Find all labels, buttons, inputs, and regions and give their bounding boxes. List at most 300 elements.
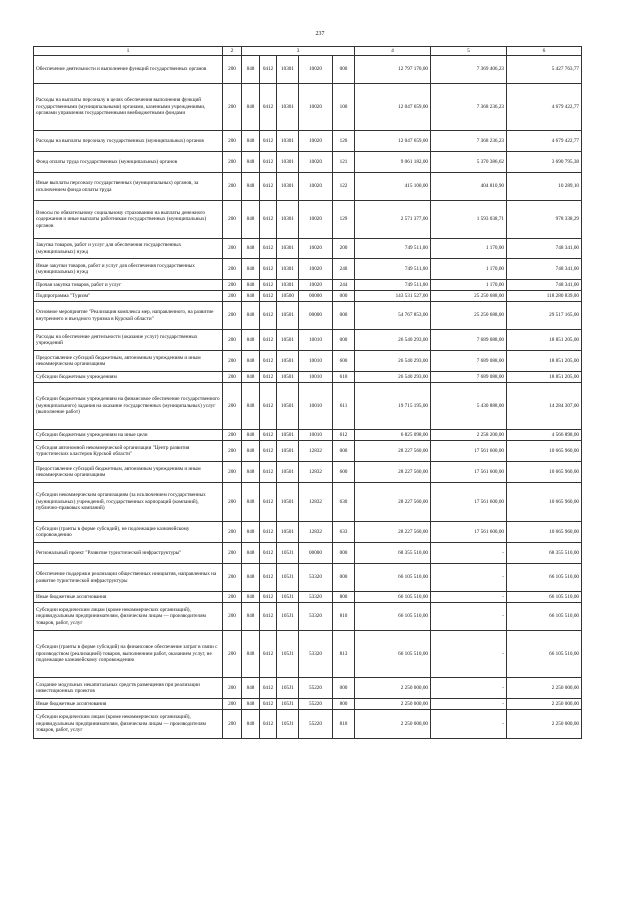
table-row: [34, 441, 582, 462]
amount-executed: 7 368 236,23: [431, 131, 507, 152]
code-cs2: 10020: [299, 173, 333, 201]
row-name: Субсидии юридическим лицам (кроме некоммерческих организаций), индивидуальным предпринимателям, физическим лицам — производителям товаров, работ, услуг: [34, 710, 223, 739]
header-row: [34, 47, 582, 56]
code-rz: 0412: [260, 441, 277, 462]
code-cs1: 10501: [277, 462, 299, 483]
amount-remaining: 10 665 960,00: [507, 462, 582, 483]
amount-executed: 25 250 688,00: [431, 302, 507, 330]
code-cs2: 10020: [299, 280, 333, 291]
amount-executed: 7 689 088,00: [431, 330, 507, 351]
table-row: [34, 56, 582, 84]
code-rz: 0412: [260, 710, 277, 739]
code-rz: 0412: [260, 330, 277, 351]
code-adm: 848: [242, 239, 260, 259]
row-name: Субсидии некоммерческим организациям (за исключением государственных (муниципальных) учреждений, государственных корпораций (компаний), публично-правовых компаний): [34, 483, 223, 522]
code-adm: 848: [242, 603, 260, 631]
row-name: Иные выплаты персоналу государственных (муниципальных) органов, за исключением фонда оплаты труда: [34, 173, 223, 201]
header-col-3: 3: [242, 47, 355, 56]
table-row: [34, 259, 582, 280]
amount-remaining: 66 105 510,00: [507, 631, 582, 678]
code-cs1: 10501: [277, 330, 299, 351]
amount-approved: 28 227 560,00: [355, 483, 431, 522]
code-vr: 000: [333, 302, 355, 330]
code-cs2: 53320: [299, 631, 333, 678]
code-cs1: 105J1: [277, 543, 299, 564]
code-cs2: 10020: [299, 84, 333, 131]
code-cs2: 10020: [299, 56, 333, 84]
amount-executed: -: [431, 592, 507, 603]
code-cs1: 10301: [277, 259, 299, 280]
amount-executed: 404 810,90: [431, 173, 507, 201]
code-vr: 000: [333, 291, 355, 302]
code-gr: 200: [223, 592, 242, 603]
code-rz: 0412: [260, 430, 277, 441]
code-rz: 0412: [260, 592, 277, 603]
amount-remaining: 3 690 795,38: [507, 152, 582, 173]
amount-approved: 54 767 853,00: [355, 302, 431, 330]
amount-approved: 68 355 510,00: [355, 543, 431, 564]
code-adm: 848: [242, 291, 260, 302]
amount-approved: 2 571 377,00: [355, 201, 431, 239]
code-vr: 122: [333, 173, 355, 201]
code-vr: 633: [333, 522, 355, 543]
amount-remaining: 18 851 205,00: [507, 351, 582, 372]
code-adm: 848: [242, 280, 260, 291]
row-name: Обеспечение поддержки реализации общественных инициатив, направленных на развитие туристической инфраструктуры: [34, 564, 223, 592]
code-cs2: 00000: [299, 291, 333, 302]
table-row: [34, 699, 582, 710]
amount-remaining: 18 851 205,00: [507, 372, 582, 383]
code-adm: 848: [242, 592, 260, 603]
amount-executed: 17 561 600,00: [431, 522, 507, 543]
row-name: Предоставление субсидий бюджетным, автономным учреждениям и иным некоммерческим организациям: [34, 351, 223, 372]
row-name: Расходы на выплаты персоналу государственных (муниципальных) органов: [34, 131, 223, 152]
code-vr: 600: [333, 351, 355, 372]
table-row: [34, 351, 582, 372]
table-row: [34, 201, 582, 239]
code-vr: 000: [333, 56, 355, 84]
code-adm: 848: [242, 631, 260, 678]
code-rz: 0412: [260, 631, 277, 678]
table-row: [34, 631, 582, 678]
code-vr: 810: [333, 603, 355, 631]
code-cs1: 105J1: [277, 631, 299, 678]
code-gr: 200: [223, 56, 242, 84]
code-gr: 200: [223, 84, 242, 131]
amount-approved: 19 715 195,00: [355, 383, 431, 430]
code-gr: 200: [223, 441, 242, 462]
row-name: Предоставление субсидий бюджетным, автономным учреждениям и иным некоммерческим организациям: [34, 462, 223, 483]
table-row: [34, 592, 582, 603]
code-adm: 848: [242, 372, 260, 383]
table-row: [34, 710, 582, 739]
code-adm: 848: [242, 56, 260, 84]
code-rz: 0412: [260, 383, 277, 430]
row-name: Закупка товаров, работ и услуг для обеспечения государственных (муниципальных) нужд: [34, 239, 223, 259]
amount-executed: -: [431, 603, 507, 631]
table-row: [34, 330, 582, 351]
amount-approved: 2 250 000,00: [355, 699, 431, 710]
code-gr: 200: [223, 280, 242, 291]
row-name: Иные закупки товаров, работ и услуг для обеспечения государственных (муниципальных) нужд: [34, 259, 223, 280]
amount-remaining: 2 250 000,00: [507, 699, 582, 710]
code-rz: 0412: [260, 564, 277, 592]
table-row: [34, 383, 582, 430]
code-gr: 200: [223, 710, 242, 739]
code-gr: 200: [223, 543, 242, 564]
code-cs1: 10501: [277, 483, 299, 522]
row-name: Субсидии бюджетным учреждениям на иные цели: [34, 430, 223, 441]
page-number: 237: [315, 31, 325, 37]
row-name: Иные бюджетные ассигнования: [34, 592, 223, 603]
amount-executed: 1 593 038,71: [431, 201, 507, 239]
code-adm: 848: [242, 302, 260, 330]
amount-approved: 28 227 560,00: [355, 441, 431, 462]
row-name: Прочая закупка товаров, работ и услуг: [34, 280, 223, 291]
code-cs2: 10010: [299, 330, 333, 351]
table-row: [34, 291, 582, 302]
code-rz: 0412: [260, 351, 277, 372]
code-gr: 200: [223, 430, 242, 441]
row-name: Субсидии (гранты в форме субсидий), не подлежащие казначейскому сопровождению: [34, 522, 223, 543]
code-adm: 848: [242, 699, 260, 710]
header-col-1: 1: [34, 47, 223, 56]
amount-executed: 1 170,00: [431, 280, 507, 291]
amount-remaining: 2 250 000,00: [507, 678, 582, 699]
code-adm: 848: [242, 483, 260, 522]
amount-remaining: 68 355 510,00: [507, 543, 582, 564]
code-vr: 200: [333, 239, 355, 259]
code-gr: 200: [223, 259, 242, 280]
code-rz: 0412: [260, 56, 277, 84]
code-cs1: 10301: [277, 84, 299, 131]
amount-remaining: 18 851 205,00: [507, 330, 582, 351]
code-gr: 200: [223, 462, 242, 483]
amount-executed: 5 430 888,00: [431, 383, 507, 430]
row-name: Субсидия автономной некоммерческой организации "Центр развития туристических кластеров Курской области": [34, 441, 223, 462]
code-gr: 200: [223, 383, 242, 430]
code-adm: 848: [242, 84, 260, 131]
amount-executed: 5 370 386,62: [431, 152, 507, 173]
amount-approved: 143 531 527,00: [355, 291, 431, 302]
code-adm: 848: [242, 462, 260, 483]
code-cs2: 55220: [299, 678, 333, 699]
amount-remaining: 10 665 960,00: [507, 522, 582, 543]
code-adm: 848: [242, 152, 260, 173]
amount-remaining: 66 105 510,00: [507, 564, 582, 592]
table-row: [34, 152, 582, 173]
code-cs1: 105J1: [277, 564, 299, 592]
code-cs1: 10501: [277, 430, 299, 441]
code-gr: 200: [223, 372, 242, 383]
amount-approved: 28 227 560,00: [355, 522, 431, 543]
amount-approved: 749 511,00: [355, 239, 431, 259]
code-rz: 0412: [260, 280, 277, 291]
code-cs2: 12832: [299, 462, 333, 483]
amount-executed: 7 368 236,23: [431, 84, 507, 131]
code-gr: 200: [223, 291, 242, 302]
amount-approved: 66 105 510,00: [355, 603, 431, 631]
code-cs1: 10501: [277, 351, 299, 372]
amount-remaining: 748 341,00: [507, 280, 582, 291]
code-vr: 810: [333, 710, 355, 739]
budget-table: [33, 46, 582, 739]
amount-executed: 7 369 406,23: [431, 56, 507, 84]
code-cs2: 10010: [299, 383, 333, 430]
amount-executed: -: [431, 543, 507, 564]
code-cs1: 10500: [277, 291, 299, 302]
code-vr: 100: [333, 84, 355, 131]
table-row: [34, 483, 582, 522]
code-vr: 630: [333, 483, 355, 522]
code-cs2: 55220: [299, 699, 333, 710]
amount-approved: 66 105 510,00: [355, 592, 431, 603]
amount-remaining: 66 105 510,00: [507, 603, 582, 631]
amount-executed: -: [431, 678, 507, 699]
code-gr: 200: [223, 173, 242, 201]
amount-approved: 26 540 293,00: [355, 330, 431, 351]
code-vr: 600: [333, 462, 355, 483]
code-rz: 0412: [260, 678, 277, 699]
amount-executed: 2 258 200,00: [431, 430, 507, 441]
header-col-6: 6: [507, 47, 582, 56]
code-adm: 848: [242, 430, 260, 441]
code-adm: 848: [242, 564, 260, 592]
table-row: [34, 239, 582, 259]
amount-approved: 2 250 000,00: [355, 678, 431, 699]
code-gr: 200: [223, 603, 242, 631]
table-row: [34, 564, 582, 592]
amount-executed: -: [431, 710, 507, 739]
code-adm: 848: [242, 522, 260, 543]
table-row: [34, 678, 582, 699]
code-cs1: 10501: [277, 441, 299, 462]
code-gr: 200: [223, 201, 242, 239]
code-rz: 0412: [260, 603, 277, 631]
amount-approved: 9 061 182,00: [355, 152, 431, 173]
code-cs1: 105J1: [277, 710, 299, 739]
code-adm: 848: [242, 710, 260, 739]
code-gr: 200: [223, 678, 242, 699]
amount-remaining: 748 341,00: [507, 259, 582, 280]
code-vr: 610: [333, 372, 355, 383]
code-cs1: 105J1: [277, 592, 299, 603]
table-row: [34, 173, 582, 201]
code-vr: 000: [333, 330, 355, 351]
code-gr: 200: [223, 330, 242, 351]
code-rz: 0412: [260, 84, 277, 131]
code-vr: 813: [333, 631, 355, 678]
code-cs2: 10020: [299, 131, 333, 152]
amount-remaining: 10 665 960,00: [507, 483, 582, 522]
amount-executed: 17 561 600,00: [431, 441, 507, 462]
code-cs1: 10501: [277, 302, 299, 330]
code-rz: 0412: [260, 152, 277, 173]
amount-remaining: 29 517 165,00: [507, 302, 582, 330]
code-cs2: 00000: [299, 543, 333, 564]
code-cs1: 10301: [277, 239, 299, 259]
row-name: Взносы по обязательному социальному страхованию на выплаты денежного содержания и иные выплаты работникам государственных (муниципальных) органов: [34, 201, 223, 239]
amount-remaining: 4 679 422,77: [507, 131, 582, 152]
code-adm: 848: [242, 201, 260, 239]
code-adm: 848: [242, 543, 260, 564]
amount-remaining: 4 566 898,00: [507, 430, 582, 441]
code-gr: 200: [223, 351, 242, 372]
row-name: Субсидии бюджетным учреждениям на финансовое обеспечение государственного (муниципального) задания на оказание государственных (муниципальных) услуг (выполнение работ): [34, 383, 223, 430]
code-vr: 612: [333, 430, 355, 441]
code-adm: 848: [242, 173, 260, 201]
code-rz: 0412: [260, 372, 277, 383]
code-vr: 800: [333, 699, 355, 710]
header-col-5: 5: [431, 47, 507, 56]
amount-executed: 7 689 088,00: [431, 372, 507, 383]
amount-remaining: 978 338,29: [507, 201, 582, 239]
code-adm: 848: [242, 351, 260, 372]
amount-remaining: 10 665 960,00: [507, 441, 582, 462]
code-gr: 200: [223, 631, 242, 678]
code-cs1: 10301: [277, 173, 299, 201]
code-rz: 0412: [260, 543, 277, 564]
code-cs1: 10301: [277, 152, 299, 173]
amount-remaining: 118 280 839,00: [507, 291, 582, 302]
row-name: Субсидии юридическим лицам (кроме некоммерческих организаций), индивидуальным предпринимателям, физическим лицам — производителям товаров, работ, услуг: [34, 603, 223, 631]
code-rz: 0412: [260, 699, 277, 710]
header-col-2: 2: [223, 47, 242, 56]
code-cs2: 00000: [299, 302, 333, 330]
table-row: [34, 131, 582, 152]
code-vr: 121: [333, 152, 355, 173]
code-vr: 000: [333, 543, 355, 564]
code-gr: 200: [223, 131, 242, 152]
row-name: Основное мероприятие "Реализация комплекса мер, направленного, на развитие внутреннего и въездного туризма в Курской области": [34, 302, 223, 330]
code-gr: 200: [223, 522, 242, 543]
amount-approved: 749 511,00: [355, 259, 431, 280]
code-cs2: 10020: [299, 152, 333, 173]
code-rz: 0412: [260, 239, 277, 259]
code-vr: 244: [333, 280, 355, 291]
amount-executed: 25 250 688,00: [431, 291, 507, 302]
amount-executed: 1 170,00: [431, 239, 507, 259]
amount-approved: 26 540 293,00: [355, 372, 431, 383]
table-row: [34, 372, 582, 383]
code-rz: 0412: [260, 259, 277, 280]
row-name: Создание модульных некапитальных средств размещения при реализации инвестиционных проектов: [34, 678, 223, 699]
amount-approved: 12 047 659,00: [355, 84, 431, 131]
amount-approved: 6 825 098,00: [355, 430, 431, 441]
code-cs2: 10010: [299, 351, 333, 372]
code-adm: 848: [242, 441, 260, 462]
amount-executed: -: [431, 564, 507, 592]
code-vr: 611: [333, 383, 355, 430]
code-vr: 120: [333, 131, 355, 152]
code-cs1: 105J1: [277, 699, 299, 710]
code-gr: 200: [223, 564, 242, 592]
code-adm: 848: [242, 131, 260, 152]
code-cs1: 10301: [277, 56, 299, 84]
code-vr: 800: [333, 592, 355, 603]
amount-approved: 749 511,00: [355, 280, 431, 291]
amount-approved: 66 105 510,00: [355, 631, 431, 678]
code-cs1: 10501: [277, 522, 299, 543]
code-adm: 848: [242, 259, 260, 280]
code-adm: 848: [242, 330, 260, 351]
code-gr: 200: [223, 239, 242, 259]
code-cs2: 53320: [299, 603, 333, 631]
code-cs1: 10301: [277, 131, 299, 152]
amount-executed: 17 561 600,00: [431, 462, 507, 483]
table-row: [34, 603, 582, 631]
row-name: Расходы на обеспечение деятельности (оказание услуг) государственных учреждений: [34, 330, 223, 351]
amount-executed: 1 170,00: [431, 259, 507, 280]
code-cs1: 105J1: [277, 678, 299, 699]
table-row: [34, 430, 582, 441]
code-cs2: 53320: [299, 564, 333, 592]
code-rz: 0412: [260, 483, 277, 522]
code-cs2: 10010: [299, 430, 333, 441]
amount-executed: 17 561 600,00: [431, 483, 507, 522]
table-row: [34, 462, 582, 483]
code-vr: 240: [333, 259, 355, 280]
amount-remaining: 66 105 510,00: [507, 592, 582, 603]
amount-approved: 66 105 510,00: [355, 564, 431, 592]
code-cs2: 55220: [299, 710, 333, 739]
code-vr: 129: [333, 201, 355, 239]
code-cs1: 10501: [277, 372, 299, 383]
amount-remaining: 748 341,00: [507, 239, 582, 259]
code-vr: 000: [333, 678, 355, 699]
amount-approved: 12 047 659,00: [355, 131, 431, 152]
code-rz: 0412: [260, 462, 277, 483]
table-row: [34, 84, 582, 131]
row-name: Субсидии (гранты в форме субсидий) на финансовое обеспечение затрат в связи с производством (реализацией) товаров, выполнением работ, оказанием услуг, не подлежащие казначейскому сопровождению: [34, 631, 223, 678]
row-name: Субсидии бюджетным учреждениям: [34, 372, 223, 383]
table-row: [34, 543, 582, 564]
amount-remaining: 10 289,10: [507, 173, 582, 201]
amount-executed: 7 689 088,00: [431, 351, 507, 372]
code-rz: 0412: [260, 131, 277, 152]
table-row: [34, 302, 582, 330]
amount-approved: 28 227 560,00: [355, 462, 431, 483]
code-vr: 000: [333, 441, 355, 462]
row-name: Региональный проект "Развитие туристической инфраструктуры": [34, 543, 223, 564]
amount-executed: -: [431, 699, 507, 710]
row-name: Иные бюджетные ассигнования: [34, 699, 223, 710]
amount-approved: 26 540 293,00: [355, 351, 431, 372]
code-rz: 0412: [260, 522, 277, 543]
amount-remaining: 4 679 422,77: [507, 84, 582, 131]
amount-remaining: 14 284 307,00: [507, 383, 582, 430]
code-gr: 200: [223, 302, 242, 330]
code-cs2: 12832: [299, 522, 333, 543]
amount-approved: 2 250 000,00: [355, 710, 431, 739]
table-row: [34, 280, 582, 291]
code-cs2: 10010: [299, 372, 333, 383]
amount-remaining: 5 427 763,77: [507, 56, 582, 84]
row-name: Подпрограмма "Туризм": [34, 291, 223, 302]
code-rz: 0412: [260, 302, 277, 330]
header-col-4: 4: [355, 47, 431, 56]
code-rz: 0412: [260, 173, 277, 201]
code-cs2: 10020: [299, 259, 333, 280]
amount-approved: 12 797 170,00: [355, 56, 431, 84]
amount-remaining: 2 250 000,00: [507, 710, 582, 739]
code-gr: 200: [223, 699, 242, 710]
code-vr: 000: [333, 564, 355, 592]
code-gr: 200: [223, 483, 242, 522]
code-adm: 848: [242, 383, 260, 430]
code-cs1: 10501: [277, 383, 299, 430]
code-rz: 0412: [260, 201, 277, 239]
